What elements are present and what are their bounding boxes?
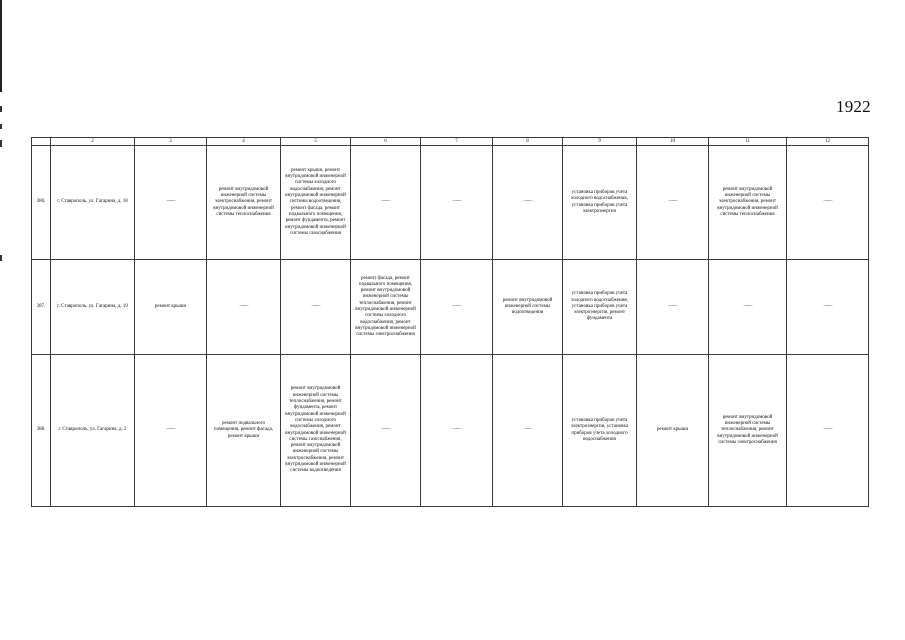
table-cell: —— xyxy=(787,146,869,260)
column-header: 11 xyxy=(709,138,787,146)
table-cell: ремонт подвального помещения, ремонт фасада, ремонт крыши xyxy=(207,355,281,507)
row-number: 388. xyxy=(32,355,51,507)
table-row xyxy=(32,260,869,355)
table-cell: —— xyxy=(787,355,869,507)
column-header: 4 xyxy=(207,138,281,146)
table-cell: —— xyxy=(637,146,709,260)
table-cell: ремонт крыши, ремонт внутридомовой инженерной системы холодного водоснабжения, ремонт внутридомовой инженерной системы водоотведения, ремонт фасада, ремонт подвального помещения, ремонт фундамента, ремонт внутридомовой инженерной системы газоснабжения xyxy=(281,146,351,260)
table-cell: —— xyxy=(351,146,421,260)
table-cell: —— xyxy=(207,260,281,355)
column-header: 3 xyxy=(135,138,207,146)
table-cell: —— xyxy=(493,146,563,260)
table-row xyxy=(32,146,869,260)
table-cell: —— xyxy=(637,260,709,355)
table-cell: ремонт крыши xyxy=(637,355,709,507)
table-cell: —— xyxy=(351,355,421,507)
table-cell: установка приборов учета холодного водоснабжения, установка приборов учета электроэнергии, ремонт фундамента xyxy=(563,260,637,355)
column-header: 5 xyxy=(281,138,351,146)
column-header xyxy=(32,138,51,146)
address-cell: г. Ставрополь, ул. Гагарина, д. 18 xyxy=(51,146,135,260)
table-cell: —— xyxy=(787,260,869,355)
table-cell: ремонт внутридомовой инженерной системы теплоснабжения, ремонт фундамента, ремонт внутридомовой инженерной системы холодного водоснабжения, ремонт внутридомовой инженерной системы газоснабжения, ремонт внутридомовой инженерной системы электроснабжения, ремонт внутридомовой инженерной системы водоотведения xyxy=(281,355,351,507)
table-row xyxy=(32,355,869,507)
table-cell: —— xyxy=(421,355,493,507)
scan-edge-mark xyxy=(0,0,2,92)
column-header: 9 xyxy=(563,138,637,146)
scan-edge-tick xyxy=(0,124,2,129)
table-cell: ремонт крыши xyxy=(135,260,207,355)
scan-edge-tick xyxy=(0,106,2,112)
table-cell: —— xyxy=(135,146,207,260)
row-number: 386. xyxy=(32,146,51,260)
column-header: 8 xyxy=(493,138,563,146)
column-header: 7 xyxy=(421,138,493,146)
page-number: 1922 xyxy=(836,97,871,116)
table-cell: —— xyxy=(135,355,207,507)
scan-edge-tick xyxy=(0,140,2,147)
table-cell: —— xyxy=(421,146,493,260)
table-cell: ремонт внутридомовой инженерной системы теплоснабжения, ремонт внутридомовой инженерной системы электроснабжения xyxy=(709,355,787,507)
row-number: 387. xyxy=(32,260,51,355)
table-cell: ремонт внутридомовой инженерной системы водоотведения xyxy=(493,260,563,355)
address-cell: г. Ставрополь, ул. Гагарина, д. 2 xyxy=(51,355,135,507)
column-number-row xyxy=(32,138,869,146)
table-cell: —— xyxy=(281,260,351,355)
column-header: 2 xyxy=(51,138,135,146)
table-cell: —— xyxy=(421,260,493,355)
column-header: 6 xyxy=(351,138,421,146)
table-cell: установка приборов учета электроэнергии, установка приборов учета холодного водоснабжения xyxy=(563,355,637,507)
table-cell: ремонт фасада, ремонт подвального помещения, ремонт внутридомовой инженерной системы теплоснабжения, ремонт внутридомовой инженерной системы холодного водоснабжения, ремонт внутридомовой инженерной системы электроснабжения xyxy=(351,260,421,355)
table-cell: ремонт внутридомовой инженерной системы электроснабжения, ремонт внутридомовой инженерной системы теплоснабжения xyxy=(207,146,281,260)
column-header: 12 xyxy=(787,138,869,146)
scan-edge-tick xyxy=(0,255,2,261)
table-cell: установка приборов учета холодного водоснабжения, установка приборов учета электроэнергии xyxy=(563,146,637,260)
table-cell: ремонт внутридомовой инженерной системы электроснабжения, ремонт внутридомовой инженерной системы теплоснабжения xyxy=(709,146,787,260)
address-cell: г. Ставрополь, ул. Гагарина, д. 19 xyxy=(51,260,135,355)
repair-schedule-table xyxy=(31,137,869,507)
table-cell: —— xyxy=(709,260,787,355)
column-header: 10 xyxy=(637,138,709,146)
table-cell: —— xyxy=(493,355,563,507)
